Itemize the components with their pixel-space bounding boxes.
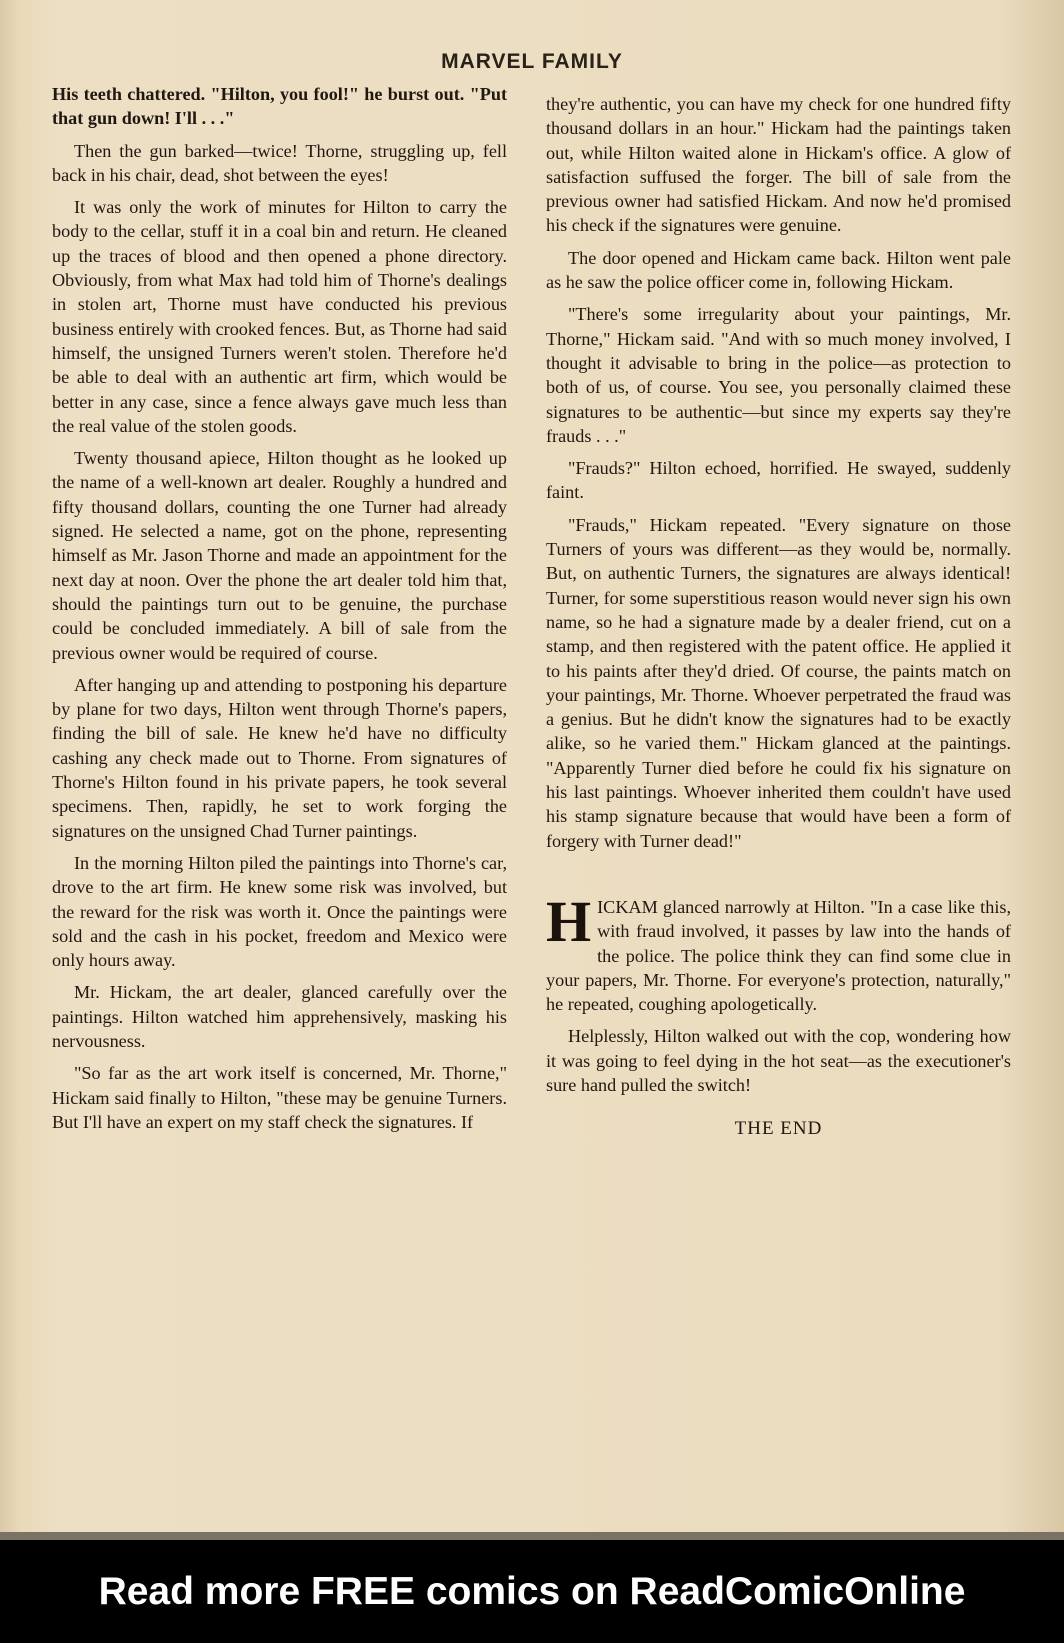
- paragraph: The door opened and Hickam came back. Hilton went pale as he saw the police officer come in, following Hickam.: [546, 247, 1011, 293]
- paragraph: "So far as the art work itself is concerned, Mr. Thorne," Hickam said finally to Hilton, "these may be genuine Turners. But I'll have an expert on my staff check the signatures. If: [52, 1063, 507, 1132]
- paragraph: Helplessly, Hilton walked out with the cop, wondering how it was going to feel dying in the hot seat—as the executioner's sure hand pulled the switch!: [546, 1026, 1011, 1095]
- paragraph: "There's some irregularity about your paintings, Mr. Thorne," Hickam said. "And with so much money involved, I thought it advisable to bring in the police—as protection to both of us, of course. You see, you personally claimed these signatures to be authentic—but since my experts say they're frauds . . .": [546, 304, 1011, 446]
- paragraph: His teeth chattered. "Hilton, you fool!" he burst out. "Put that gun down! I'll . . .": [52, 84, 507, 129]
- section-break: [546, 861, 1011, 895]
- left-column: [52, 82, 507, 1142]
- paragraph: In the morning Hilton piled the paintings into Thorne's car, drove to the art firm. He knew some risk was involved, but the reward for the risk was worth it. Once the paintings were sold and the cash in his pocket, freedom and Mexico were only hours away.: [52, 852, 507, 971]
- paragraph: Mr. Hickam, the art dealer, glanced carefully over the paintings. Hilton watched him apprehensively, masking his nervousness.: [52, 982, 507, 1051]
- running-head: MARVEL FAMILY: [441, 50, 623, 73]
- paragraph: Twenty thousand apiece, Hilton thought as he looked up the name of a well-known art dealer. Roughly a hundred and fifty thousand dollars, counting the one Turner had already signed. He selected a name, got on the phone, representing himself as Mr. Jason Thorne and made an appointment for the next day at noon. Over the phone the art dealer told him that, should the paintings turn out to be genuine, the purchase could be concluded immediately. A bill of sale from the previous owner would be required of course.: [52, 448, 507, 663]
- drop-cap-paragraph: [546, 888, 1011, 1016]
- paragraph-text: ICKAM glanced narrowly at Hilton. "In a case like this, with fraud involved, it passes by law into the hands of the police. The police think they can find some clue in your papers, Mr. Thorne. For everyone's protection, naturally," he repeated, coughing apologetically.: [546, 896, 1011, 1015]
- paragraph: they're authentic, you can have my check for one hundred fifty thousand dollars in an hour." Hickam had the paintings taken out, while Hilton waited alone in Hickam's office. A glow of satisfaction suffused the forger. The bill of sale from the previous owner had satisfied Hickam. And now he'd promised his check if the signatures were genuine.: [546, 94, 1011, 236]
- drop-cap: H: [546, 888, 592, 954]
- paragraph: "Frauds," Hickam repeated. "Every signature on those Turners of yours was different—as they would be, normally. But, on authentic Turners, the signatures are always identical! Turner, for some superstitious reason would never sign his own name, so he had a signature made by a dealer friend, cut on a stamp, and then registered with the patent office. He applied it to his paints after they'd dried. Of course, the paints match on your paintings, Mr. Thorne. Whoever perpetrated the fraud was a genius. But he didn't know the signatures had to be exactly alike, so he varied them." Hickam glanced at the paintings. "Apparently Turner died before he could fix his signature on his last paintings. Whoever inherited them couldn't have used his stamp signature because that would have been a form of forgery with Turner dead!": [546, 514, 1011, 851]
- paragraph: After hanging up and attending to postponing his departure by plane for two days, Hilton went through Thorne's papers, finding the bill of sale. He knew he'd have no difficulty cashing any check made out to Thorne. From signatures of Thorne's Hilton found in his private papers, he took several specimens. Then, rapidly, he set to work forging the signatures on the unsigned Chad Turner paintings.: [52, 674, 507, 841]
- paragraph: "Frauds?" Hilton echoed, horrified. He swayed, suddenly faint.: [546, 458, 1011, 503]
- footer-banner: Read more FREE comics on ReadComicOnline: [0, 1540, 1064, 1643]
- the-end: THE END: [734, 1118, 823, 1140]
- paragraph: Then the gun barked—twice! Thorne, struggling up, fell back in his chair, dead, shot between the eyes!: [52, 140, 507, 185]
- right-column: [546, 92, 1011, 1142]
- paragraph: It was only the work of minutes for Hilton to carry the body to the cellar, stuff it in a coal bin and return. He cleaned up the traces of blood and then opened a phone directory. Obviously, from what Max had told him of Thorne's dealings in stolen art, Thorne must have conducted his previous business entirely with crooked fences. But, as Thorne had said himself, the unsigned Turners weren't stolen. Therefore he'd be able to deal with an authentic art firm, which would be better in any case, since a fence always gave much less than the real value of the stolen goods.: [52, 197, 507, 436]
